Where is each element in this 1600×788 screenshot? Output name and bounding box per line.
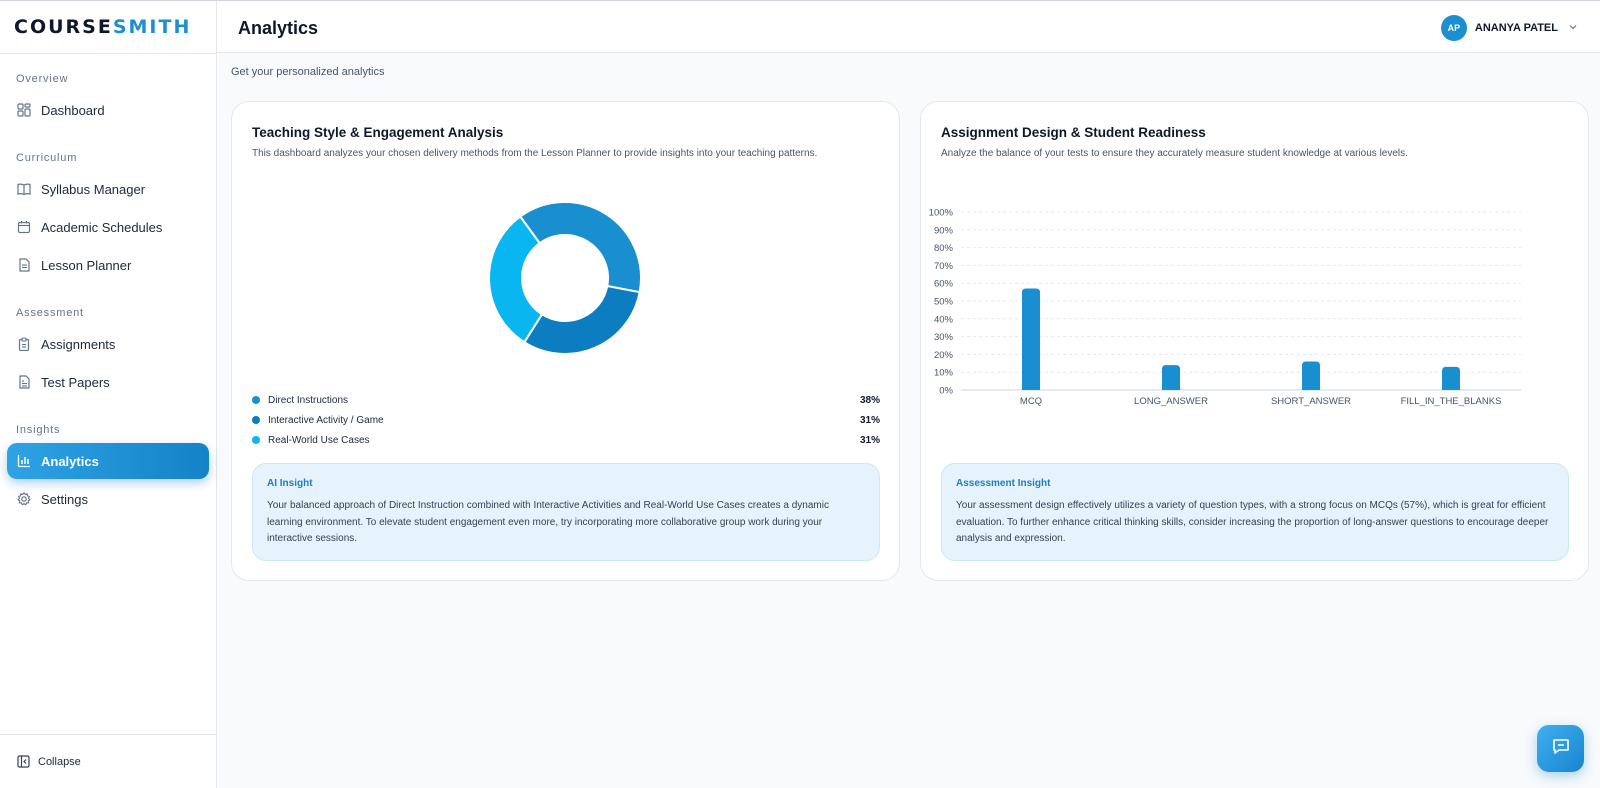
donut-slice[interactable]	[524, 286, 639, 354]
insight-title: AI Insight	[267, 478, 313, 489]
user-name: ANANYA PATEL	[1474, 22, 1558, 34]
sidebar-item-label: Assignments	[41, 336, 116, 352]
insight-body: Your balanced approach of Direct Instruction combined with Interactive Activities and Real-World Use Cases creates a dynamic learning environment. To elevate student engagement even more, try incorporating more collaborative group work during your interactive sessions.	[267, 500, 829, 544]
section-label-assessment: Assessment	[16, 307, 84, 319]
section-label-insights: Insights	[16, 424, 61, 436]
insight-title: Assessment Insight	[956, 478, 1051, 489]
legend-item	[252, 390, 880, 410]
teaching-style-card	[231, 101, 900, 581]
donut-slice[interactable]	[520, 202, 641, 292]
legend-value: 31%	[859, 414, 880, 426]
y-tick-label: 80%	[933, 243, 953, 255]
sidebar-item-label: Dashboard	[41, 102, 105, 118]
y-tick-label: 10%	[933, 367, 953, 379]
sidebar-item-test-papers[interactable]	[7, 364, 209, 400]
logo[interactable]	[0, 1, 216, 54]
sidebar-item-label: Settings	[41, 491, 88, 507]
y-tick-label: 100%	[928, 207, 953, 219]
y-tick-label: 60%	[933, 278, 953, 290]
assignment-design-card	[920, 101, 1589, 581]
sidebar-item-label: Test Papers	[41, 374, 110, 390]
x-tick-label: LONG_ANSWER	[1134, 396, 1208, 407]
x-tick-label: SHORT_ANSWER	[1270, 396, 1352, 407]
x-tick-label: FILL_IN_THE_BLANKS	[1400, 396, 1502, 407]
legend-dot	[252, 436, 260, 444]
card-description: Analyze the balance of your tests to ensure they accurately measure student knowledge at various levels.	[941, 148, 1408, 159]
sidebar-item-label: Academic Schedules	[41, 219, 163, 235]
legend-label: Real-World Use Cases	[268, 434, 370, 446]
section-label-curriculum: Curriculum	[16, 152, 78, 164]
collapse-button[interactable]	[0, 734, 216, 788]
legend-label: Direct Instructions	[268, 394, 349, 406]
bar[interactable]	[1442, 367, 1460, 390]
clipboard-icon	[17, 337, 31, 351]
card-title: Assignment Design & Student Readiness	[941, 125, 1206, 140]
donut-chart	[484, 197, 646, 359]
page-title: Analytics	[238, 18, 319, 38]
gear-icon	[17, 492, 31, 506]
bar-chart-icon	[17, 454, 31, 468]
chart-legend	[252, 390, 880, 450]
bar[interactable]	[1162, 365, 1180, 390]
ai-insight-box	[252, 463, 880, 561]
chat-icon	[1551, 736, 1571, 761]
bar[interactable]	[1302, 362, 1320, 390]
legend-item	[252, 430, 880, 450]
sidebar-item-assignments[interactable]	[7, 326, 209, 362]
card-description: This dashboard analyzes your chosen delivery methods from the Lesson Planner to provide insights into your teaching patterns.	[252, 148, 818, 159]
y-tick-label: 30%	[933, 332, 953, 344]
y-tick-label: 90%	[933, 225, 953, 237]
avatar: AP	[1441, 15, 1467, 41]
legend-value: 31%	[859, 434, 880, 446]
sidebar-item-academic-schedules[interactable]	[7, 209, 209, 245]
bar[interactable]	[1022, 289, 1040, 390]
sidebar-item-label: Analytics	[41, 453, 99, 469]
legend-value: 38%	[859, 394, 880, 406]
chat-button[interactable]	[1537, 725, 1584, 772]
sidebar-item-analytics[interactable]	[7, 443, 209, 479]
chevron-down-icon	[1568, 19, 1578, 37]
collapse-label: Collapse	[38, 755, 81, 768]
logo-text: COURSESMITH	[14, 16, 192, 38]
y-tick-label: 20%	[933, 349, 953, 361]
bar-chart	[921, 202, 1590, 417]
assessment-insight-box	[941, 463, 1569, 561]
page-subtitle: Get your personalized analytics	[231, 66, 385, 78]
y-tick-label: 40%	[933, 314, 953, 326]
legend-dot	[252, 396, 260, 404]
sidebar-nav	[0, 54, 216, 517]
donut-slice[interactable]	[489, 217, 542, 343]
legend-label: Interactive Activity / Game	[268, 414, 384, 426]
sidebar	[0, 0, 217, 788]
y-tick-label: 70%	[933, 260, 953, 272]
user-menu[interactable]	[1441, 15, 1578, 41]
sidebar-item-label: Lesson Planner	[41, 257, 132, 273]
document-icon	[17, 258, 31, 272]
top-header	[217, 0, 1600, 53]
insight-body: Your assessment design effectively utilizes a variety of question types, with a strong focus on MCQs (57%), which is great for efficient evaluation. To further enhance critical thinking skills, consider increasing the proportion of long-answer questions to encourage deeper analysis and expression.	[956, 500, 1549, 544]
sidebar-item-label: Syllabus Manager	[41, 181, 146, 197]
sidebar-item-settings[interactable]	[7, 481, 209, 517]
sidebar-item-lesson-planner[interactable]	[7, 247, 209, 283]
sidebar-item-syllabus-manager[interactable]	[7, 171, 209, 207]
x-tick-label: MCQ	[1019, 396, 1043, 407]
sidebar-item-dashboard[interactable]	[7, 92, 209, 128]
sidebar-collapse-icon	[17, 755, 30, 768]
dashboard-icon	[17, 103, 31, 117]
file-icon	[17, 375, 31, 389]
legend-dot	[252, 416, 260, 424]
card-title: Teaching Style & Engagement Analysis	[252, 125, 504, 140]
book-icon	[17, 182, 31, 196]
y-tick-label: 50%	[933, 296, 953, 308]
y-tick-label: 0%	[939, 385, 953, 397]
legend-item	[252, 410, 880, 430]
section-label-overview: Overview	[16, 73, 69, 85]
calendar-icon	[17, 220, 31, 234]
